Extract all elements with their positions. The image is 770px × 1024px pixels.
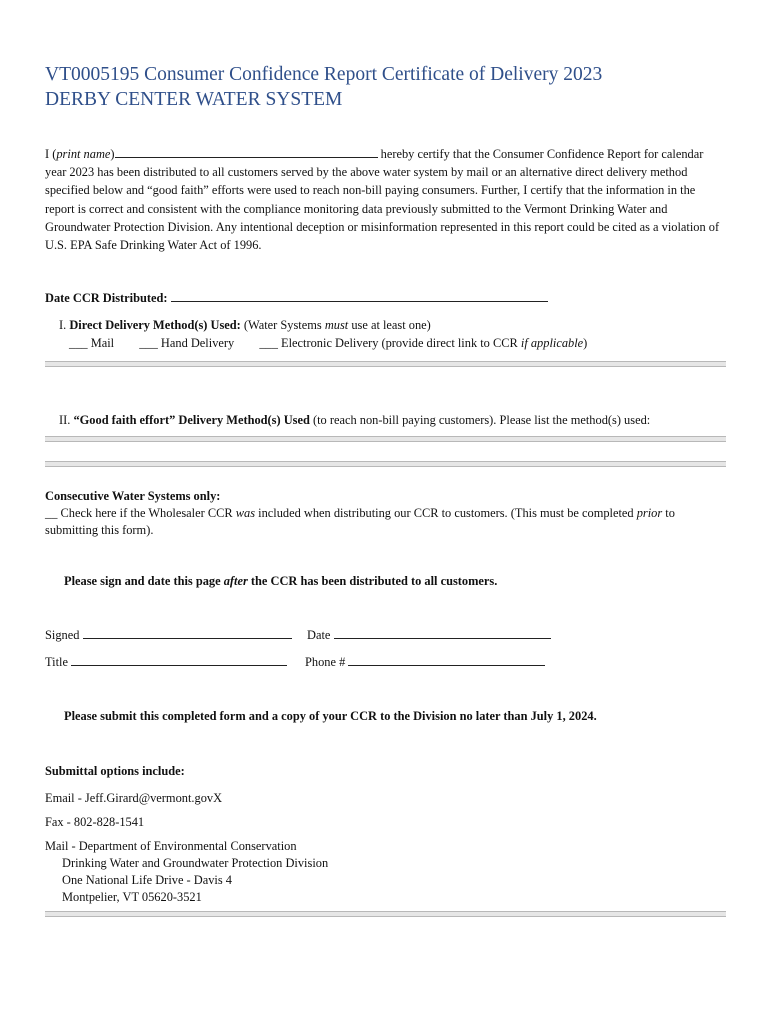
sign-instruction: Please sign and date this page after the CCR has been distributed to all customers. [64, 574, 498, 588]
signed-row [45, 627, 292, 643]
title-row [45, 654, 287, 670]
certification-paragraph: I (print name) hereby certify that the Consumer Confidence Report for calendar year 2023 has been distributed to all customers served by the above water system by mail or an alternative direct delivery method specified below and “good faith” efforts were used to reach non-bill paying consumers. Further, I certify that the information in the report is correct and consistent with the compliance monitoring data previously submitted to the Vermont Drinking Water and Groundwater Protection Division. Any intentional deception or misinformation represented in this report could be cited as a violation of U.S. EPA Safe Drinking Water Act of 1996. [45, 147, 720, 253]
date-label: Date [307, 628, 331, 642]
mail-address-line2: One National Life Drive - Davis 4 [62, 873, 232, 887]
phone-row [305, 654, 545, 670]
certification-body: calendar year 2023 has been distributed to all customers served by the above water system by mail or an alternative direct delivery method specified below and “good faith” efforts were used to reach non-bill paying consumers. Further, I certify that the information in the report is correct and consistent with the compliance monitoring data previously submitted to the Vermont Drinking Water and Groundwater Protection Division. Any intentional deception or misinformation represented in this report could be cited as a violation of U.S. EPA Safe Drinking Water Act of 1996. [45, 147, 720, 253]
mail-address-line3: Montpelier, VT 05620-3521 [62, 890, 202, 904]
date-distributed-field[interactable] [171, 290, 548, 302]
date-distributed-label: Date CCR Distributed: [45, 291, 168, 305]
wholesaler-check-line2: submitting this form). [45, 523, 154, 537]
signed-field[interactable] [83, 627, 292, 639]
document-title: VT0005195 Consumer Confidence Report Certificate of Delivery 2023 [45, 64, 603, 85]
phone-field[interactable] [348, 654, 545, 666]
mail-address-line1: Drinking Water and Groundwater Protection Division [62, 856, 329, 870]
phone-label: Phone # [305, 655, 346, 669]
submittal-fax: Fax - 802-828-1541 [45, 815, 145, 829]
direct-delivery-heading-row: I. Direct Delivery Method(s) Used: (Water Systems must use at least one) [59, 318, 431, 332]
date-field[interactable] [334, 627, 551, 639]
submittal-heading: Submittal options include: [45, 764, 185, 778]
section-divider [45, 361, 726, 367]
section-divider [45, 911, 726, 917]
wholesaler-check-row: __ Check here if the Wholesaler CCR was included when distributing our CCR to customers. (This must be completed prior to [45, 506, 675, 520]
submittal-mail: Mail - Department of Environmental Conservation [45, 839, 297, 853]
print-name-label: print name [56, 147, 111, 161]
option-hand-delivery[interactable]: ___ Hand Delivery [139, 336, 235, 350]
title-field[interactable] [71, 654, 287, 666]
date-distributed-row [45, 290, 548, 306]
delivery-options-row [69, 335, 587, 351]
submit-instruction: Please submit this completed form and a copy of your CCR to the Division no later than July 1, 2024. [64, 709, 597, 723]
good-faith-heading: “Good faith effort” Delivery Method(s) Used [73, 413, 310, 427]
consecutive-heading: Consecutive Water Systems only: [45, 489, 221, 503]
section-divider [45, 461, 726, 467]
section-divider [45, 436, 726, 442]
direct-delivery-heading: Direct Delivery Method(s) Used: [69, 318, 241, 332]
signed-label: Signed [45, 628, 80, 642]
submittal-email: Email - Jeff.Girard@vermont.govX [45, 791, 223, 805]
print-name-field[interactable] [115, 146, 378, 158]
water-system-name: DERBY CENTER WATER SYSTEM [45, 89, 343, 110]
date-row [307, 627, 551, 643]
option-mail[interactable]: ___ Mail [69, 336, 115, 350]
title-label: Title [45, 655, 68, 669]
wholesaler-checkbox[interactable]: __ [45, 506, 58, 520]
good-faith-heading-row: II. “Good faith effort” Delivery Method(s) Used (to reach non-bill paying customers). Please list the method(s) used: [59, 413, 651, 427]
option-electronic-delivery[interactable]: ___ Electronic Delivery (provide direct link to CCR if applicable) [259, 336, 588, 350]
